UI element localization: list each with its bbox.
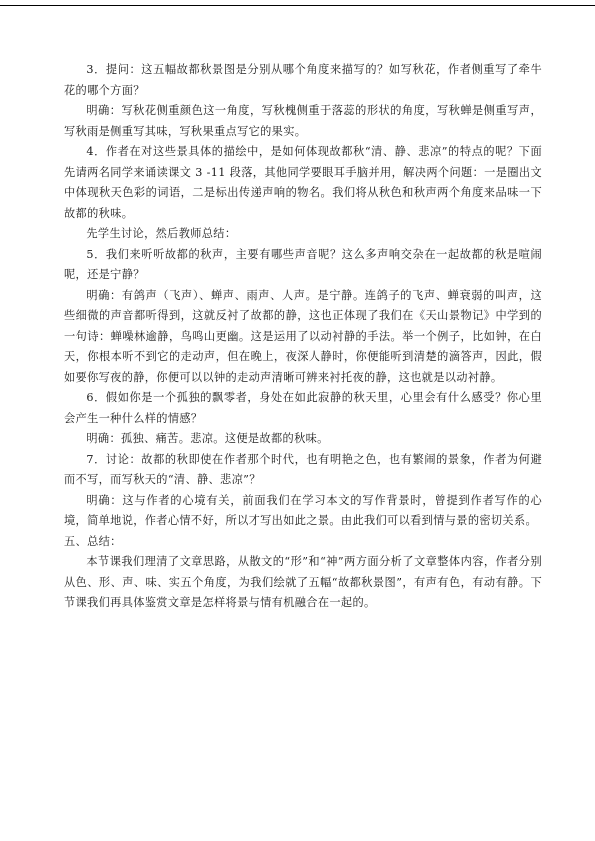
question-4: 4．作者在对这些景具体的描绘中，是如何体现故都秋“清、静、悲凉”的特点的呢？下面先请两名同学来诵读课文 3 -11 段落，其他同学要眼耳手脑并用，解决两个问题：一是圈出文中体现秋天色彩的词语，二是标出传递声响的物名。我们将从秋色和秋声两个角度来品味一下故都的秋味。 <box>64 145 542 220</box>
question-6: 6．假如你是一个孤独的飘零者，身处在如此寂静的秋天里，心里会有什么感受？你心里会产生一种什么样的情感？ <box>64 391 542 425</box>
question-7: 7．讨论：故都的秋即使在作者那个时代，也有明艳之色，也有繁闹的景象，作者为何避而不写，而写秋天的“清、静、悲凉”？ <box>64 452 542 486</box>
answer-7: 明确：这与作者的心境有关，前面我们在学习本文的写作背景时，曾提到作者写作的心境，简单地说，作者心情不好，所以才写出如此之景。由此我们可以看到情与景的密切关系。 <box>64 493 542 527</box>
discussion-note: 先学生讨论，然后教师总结： <box>86 227 237 240</box>
answer-6: 明确：孤独、痛苦。悲凉。这便是故都的秋味。 <box>86 432 329 445</box>
question-5: 5．我们来听听故都的秋声，主要有哪些声音呢？这么多声响交杂在一起故都的秋是喧闹呢，还是宁静？ <box>64 247 542 281</box>
answer-3: 明确：写秋花侧重颜色这一角度，写秋槐侧重于落蕊的形状的角度，写秋蝉是侧重写声，写秋雨是侧重写其味，写秋果重点写它的果实。 <box>64 104 542 138</box>
summary-paragraph: 本节课我们理清了文章思路，从散文的“形”和“神”两方面分析了文章整体内容，作者分别从色、形、声、味、实五个角度，为我们绘就了五幅“故都秋景图”，有声有色，有动有静。下节课我们再具体鉴赏文章是怎样将景与情有机融合在一起的。 <box>64 555 542 609</box>
question-3: 3．提问：这五幅故都秋景图是分别从哪个角度来描写的？如写秋花，作者侧重写了牵牛花的哪个方面？ <box>64 63 542 97</box>
document-body <box>64 60 542 614</box>
header-rule <box>0 5 595 6</box>
section-heading-summary: 五、总结： <box>64 534 122 548</box>
answer-5: 明确：有鸽声（飞声）、蝉声、雨声、人声。是宁静。连鸽子的飞声、蝉衰弱的叫声，这些细微的声音都听得到，这就反衬了故都的静，这也正体现了我们在《天山景物记》中学到的一句诗：蝉噪林逾静，鸟鸣山更幽。这是运用了以动衬静的手法。举一个例子，比如钟，在白天，你根本听不到它的走动声，但在晚上，夜深人静时，你便能听到清楚的滴答声，因此，假如要你写夜的静，你便可以以钟的走动声清晰可辨来衬托夜的静，这也就是以动衬静。 <box>64 288 542 384</box>
